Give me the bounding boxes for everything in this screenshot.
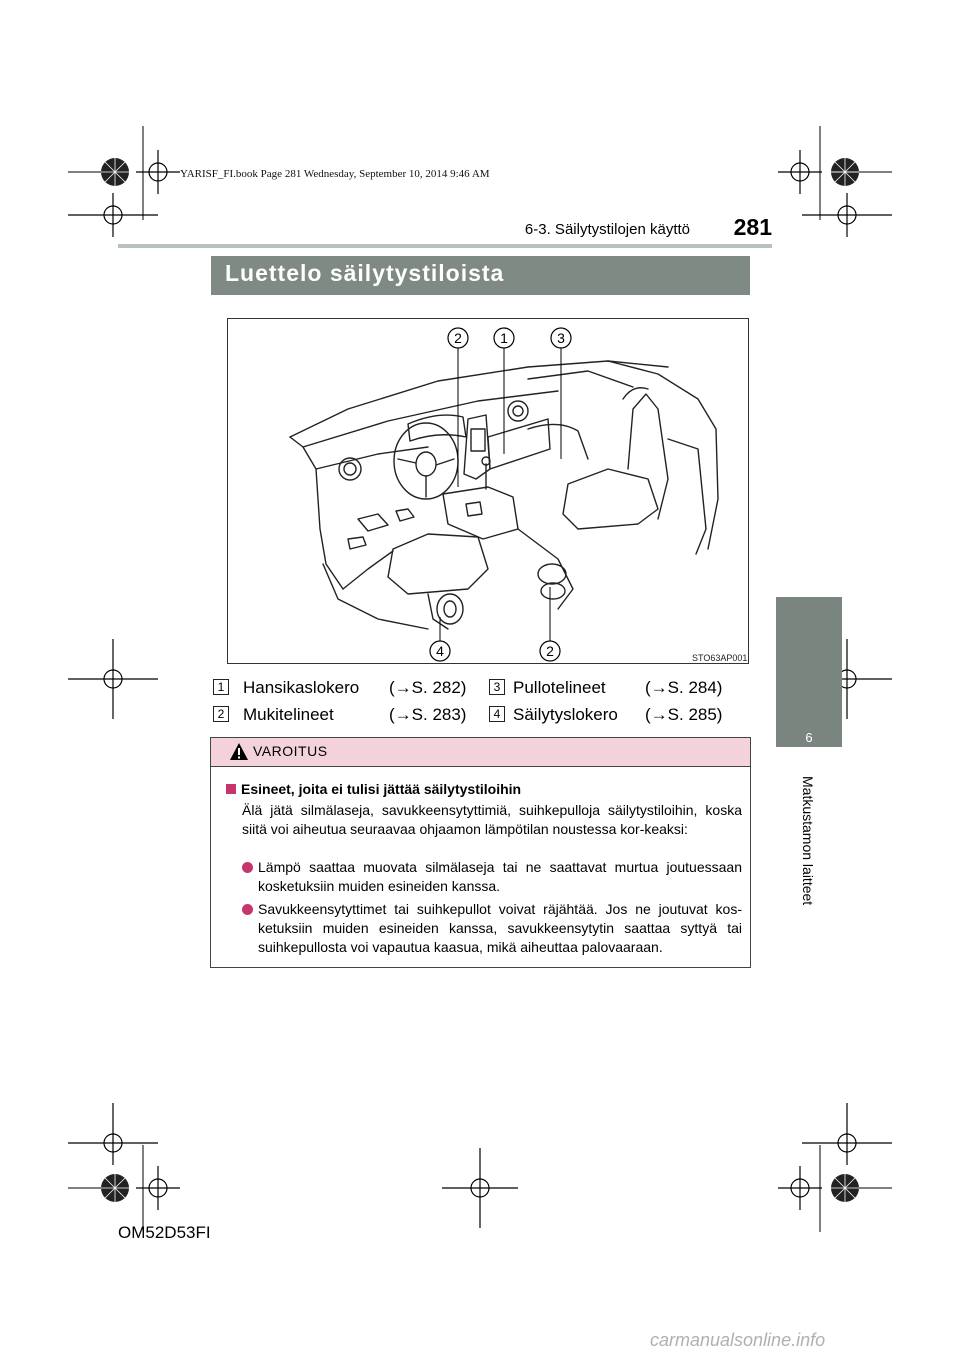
print-info-line: YARISF_FI.book Page 281 Wednesday, September 10, 2014 9:46 AM <box>180 168 490 180</box>
warning-bullet-text: Lämpö saattaa muovata silmälaseja tai ne saattavat murtua joutuessaan kosketuksiin muiden esineiden kanssa. <box>258 859 742 894</box>
page-reference: (→S. 283) <box>389 705 467 724</box>
warning-heading-text: Esineet, joita ei tulisi jättää säilytystiloihin <box>241 781 522 797</box>
legend-number: 3 <box>489 679 505 695</box>
figure-callout-2-top <box>448 328 468 348</box>
round-bullet-icon <box>242 904 253 915</box>
round-bullet-icon <box>242 862 253 873</box>
warning-box <box>210 737 751 968</box>
figure-callout-1-top <box>494 328 514 348</box>
document-code: OM52D53FI <box>118 1223 211 1242</box>
car-interior-drawing <box>228 319 748 663</box>
svg-text:1: 1 <box>500 330 508 346</box>
svg-text:4: 4 <box>436 643 444 659</box>
page-heading: Luettelo säilytystiloista <box>225 260 505 286</box>
chapter-name-text: Matkustamon laitteet <box>800 776 816 906</box>
legend-item <box>213 678 475 702</box>
svg-text:3: 3 <box>557 330 565 346</box>
page-reference: (→S. 285) <box>645 705 723 724</box>
legend-name: Mukitelineet <box>243 705 334 724</box>
chapter-tab-box <box>776 597 842 747</box>
figure-callout-3-top <box>551 328 571 348</box>
warning-label: VAROITUS <box>253 743 328 759</box>
figure-code: STO63AP001 <box>692 653 748 663</box>
chapter-name <box>775 776 841 1006</box>
figure-callout-4-bottom <box>430 641 450 661</box>
warning-bullet <box>242 900 742 960</box>
legend-name: Säilytyslokero <box>513 705 618 724</box>
figure-callout-2-bottom <box>540 641 560 661</box>
header-rule <box>118 244 772 248</box>
legend-name: Pullotelineet <box>513 678 606 697</box>
legend-item <box>489 705 751 729</box>
warning-heading <box>226 781 521 797</box>
legend-number: 4 <box>489 706 505 722</box>
page-number: 281 <box>733 214 772 240</box>
warning-header <box>211 738 750 767</box>
legend-name: Hansikaslokero <box>243 678 360 697</box>
legend-number: 2 <box>213 706 229 722</box>
legend-item <box>213 705 475 729</box>
watermark: carmanualsonline.info <box>650 1330 826 1350</box>
warning-triangle-icon <box>229 742 249 761</box>
warning-intro: Älä jätä silmälaseja, savukkeensytyttimiä, suihkepulloja säilytystiloihin, koska siitä voi aiheutua seuraavaa ohjaamon lämpötilan noustessa kor-keaksi: <box>242 802 742 837</box>
chapter-number: 6 <box>805 730 813 745</box>
warning-bullet <box>242 858 742 898</box>
square-bullet-icon <box>226 784 236 794</box>
page-reference: (→S. 284) <box>645 678 723 697</box>
svg-text:2: 2 <box>546 643 554 659</box>
legend-number: 1 <box>213 679 229 695</box>
page-reference: (→S. 282) <box>389 678 467 697</box>
title-bar <box>211 256 750 295</box>
section-title: 6-3. Säilytystilojen käyttö <box>524 221 690 238</box>
storage-illustration <box>227 318 749 664</box>
svg-text:2: 2 <box>454 330 462 346</box>
legend-item <box>489 678 751 702</box>
warning-bullet-text: Savukkeensytyttimet tai suihkepullot voivat räjähtää. Jos ne joutuvat kos-ketuksiin muiden esineiden kanssa, savukkeensytytin saattaa syttyä tai suihkepullosta voi vapautua kaasua, mikä aiheuttaa palovaaraan. <box>258 901 742 955</box>
